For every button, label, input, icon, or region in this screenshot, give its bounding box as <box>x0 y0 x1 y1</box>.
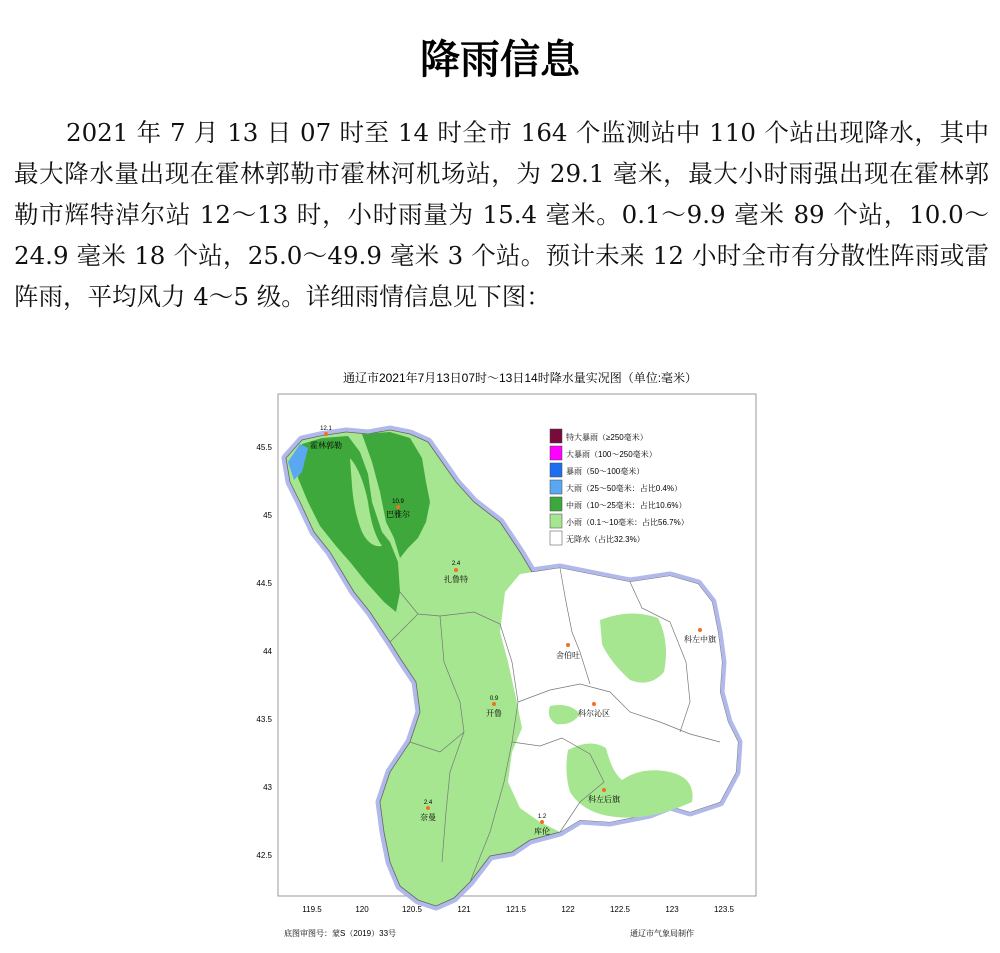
lon-tick-120-5: 120.5 <box>401 905 423 914</box>
lat-tick-43-5: 43.5 <box>256 715 272 724</box>
lat-tick-42-5: 42.5 <box>256 851 272 860</box>
lat-tick-45: 45 <box>263 511 272 520</box>
lon-tick-119-5: 119.5 <box>302 905 322 914</box>
legend-swatch-rainstorm <box>550 463 562 477</box>
lat-tick-45-5: 45.5 <box>256 443 272 452</box>
station-value: 0.9 <box>489 696 499 702</box>
station-name: 巴雅尔 <box>386 510 410 519</box>
legend-label-moderate: 中雨（10～25毫米：占比10.6%） <box>566 501 687 510</box>
station-name: 霍林郭勒 <box>310 441 342 450</box>
legend-label-none: 无降水（占比32.3%） <box>566 535 645 544</box>
legend-label-heavy: 大雨（25～50毫米：占比0.4%） <box>566 484 683 493</box>
station-name: 舍伯吐 <box>556 651 580 660</box>
station-name: 开鲁 <box>486 709 502 718</box>
station-value: 2.4 <box>451 561 461 567</box>
map-footer-right: 通辽市气象局制作 <box>630 929 694 938</box>
legend-label-extreme: 特大暴雨（≥250毫米） <box>566 433 648 442</box>
legend-swatch-moderate <box>550 497 562 511</box>
lon-tick-121: 121 <box>457 905 471 914</box>
station-name: 扎鲁特 <box>444 575 468 584</box>
legend-swatch-light <box>550 514 562 528</box>
page-title: 降雨信息 <box>420 37 580 83</box>
legend-label-rainstorm: 暴雨（50～100毫米） <box>566 467 645 476</box>
lon-tick-122: 122 <box>561 905 575 914</box>
lon-tick-121-5: 121.5 <box>505 905 527 914</box>
legend-swatch-extreme <box>550 429 562 443</box>
legend-swatch-heavy <box>550 480 562 494</box>
legend-swatch-severe <box>550 446 562 460</box>
legend-label-severe: 大暴雨（100～250毫米） <box>566 450 657 459</box>
station-value: 2.4 <box>423 800 433 806</box>
legend-swatch-none <box>550 531 562 545</box>
lat-tick-44-5: 44.5 <box>256 579 272 588</box>
legend-label-light: 小雨（0.1～10毫米：占比56.7%） <box>566 518 689 527</box>
station-value: 12.1 <box>320 426 332 432</box>
lon-tick-122-5: 122.5 <box>609 905 631 914</box>
lat-tick-44: 44 <box>263 647 272 656</box>
station-name: 库伦 <box>534 827 550 836</box>
station-value: 10.9 <box>392 499 404 505</box>
rain-summary-paragraph: 2021 年 7 月 13 日 07 时至 14 时全市 164 个监测站中 110 个站出现降水，其中最大降水量出现在霍林郭勒市霍林河机场站，为 29.1 毫米，最大小时雨强出现在霍林郭勒市辉特淖尔站 12～13 时，小时雨量为 15.4 毫米。0.1～9.9 毫米 89 个站，10.0～24.9 毫米 18 个站，25.0～49.9 毫米 3 个站。预计未来 12 小时全市有分散性阵雨或雷阵雨，平均风力 4～5 级。详细雨情信息见下图： <box>14 118 989 311</box>
station-name: 奈曼 <box>420 813 436 822</box>
station-value: 1.2 <box>537 814 547 820</box>
map-title: 通辽市2021年7月13日07时～13日14时降水量实况图（单位:毫米） <box>342 371 698 385</box>
lon-tick-120: 120 <box>355 905 369 914</box>
map-footer-left: 底图审图号：蒙S（2019）33号 <box>284 929 397 938</box>
lon-tick-123: 123 <box>665 905 679 914</box>
station-name: 科左中旗 <box>684 635 716 644</box>
station-name: 科左后旗 <box>588 795 620 804</box>
rainfall-map <box>250 362 760 942</box>
station-name: 科尔沁区 <box>578 709 610 718</box>
lon-tick-123-5: 123.5 <box>713 905 735 914</box>
lat-tick-43: 43 <box>263 783 272 792</box>
